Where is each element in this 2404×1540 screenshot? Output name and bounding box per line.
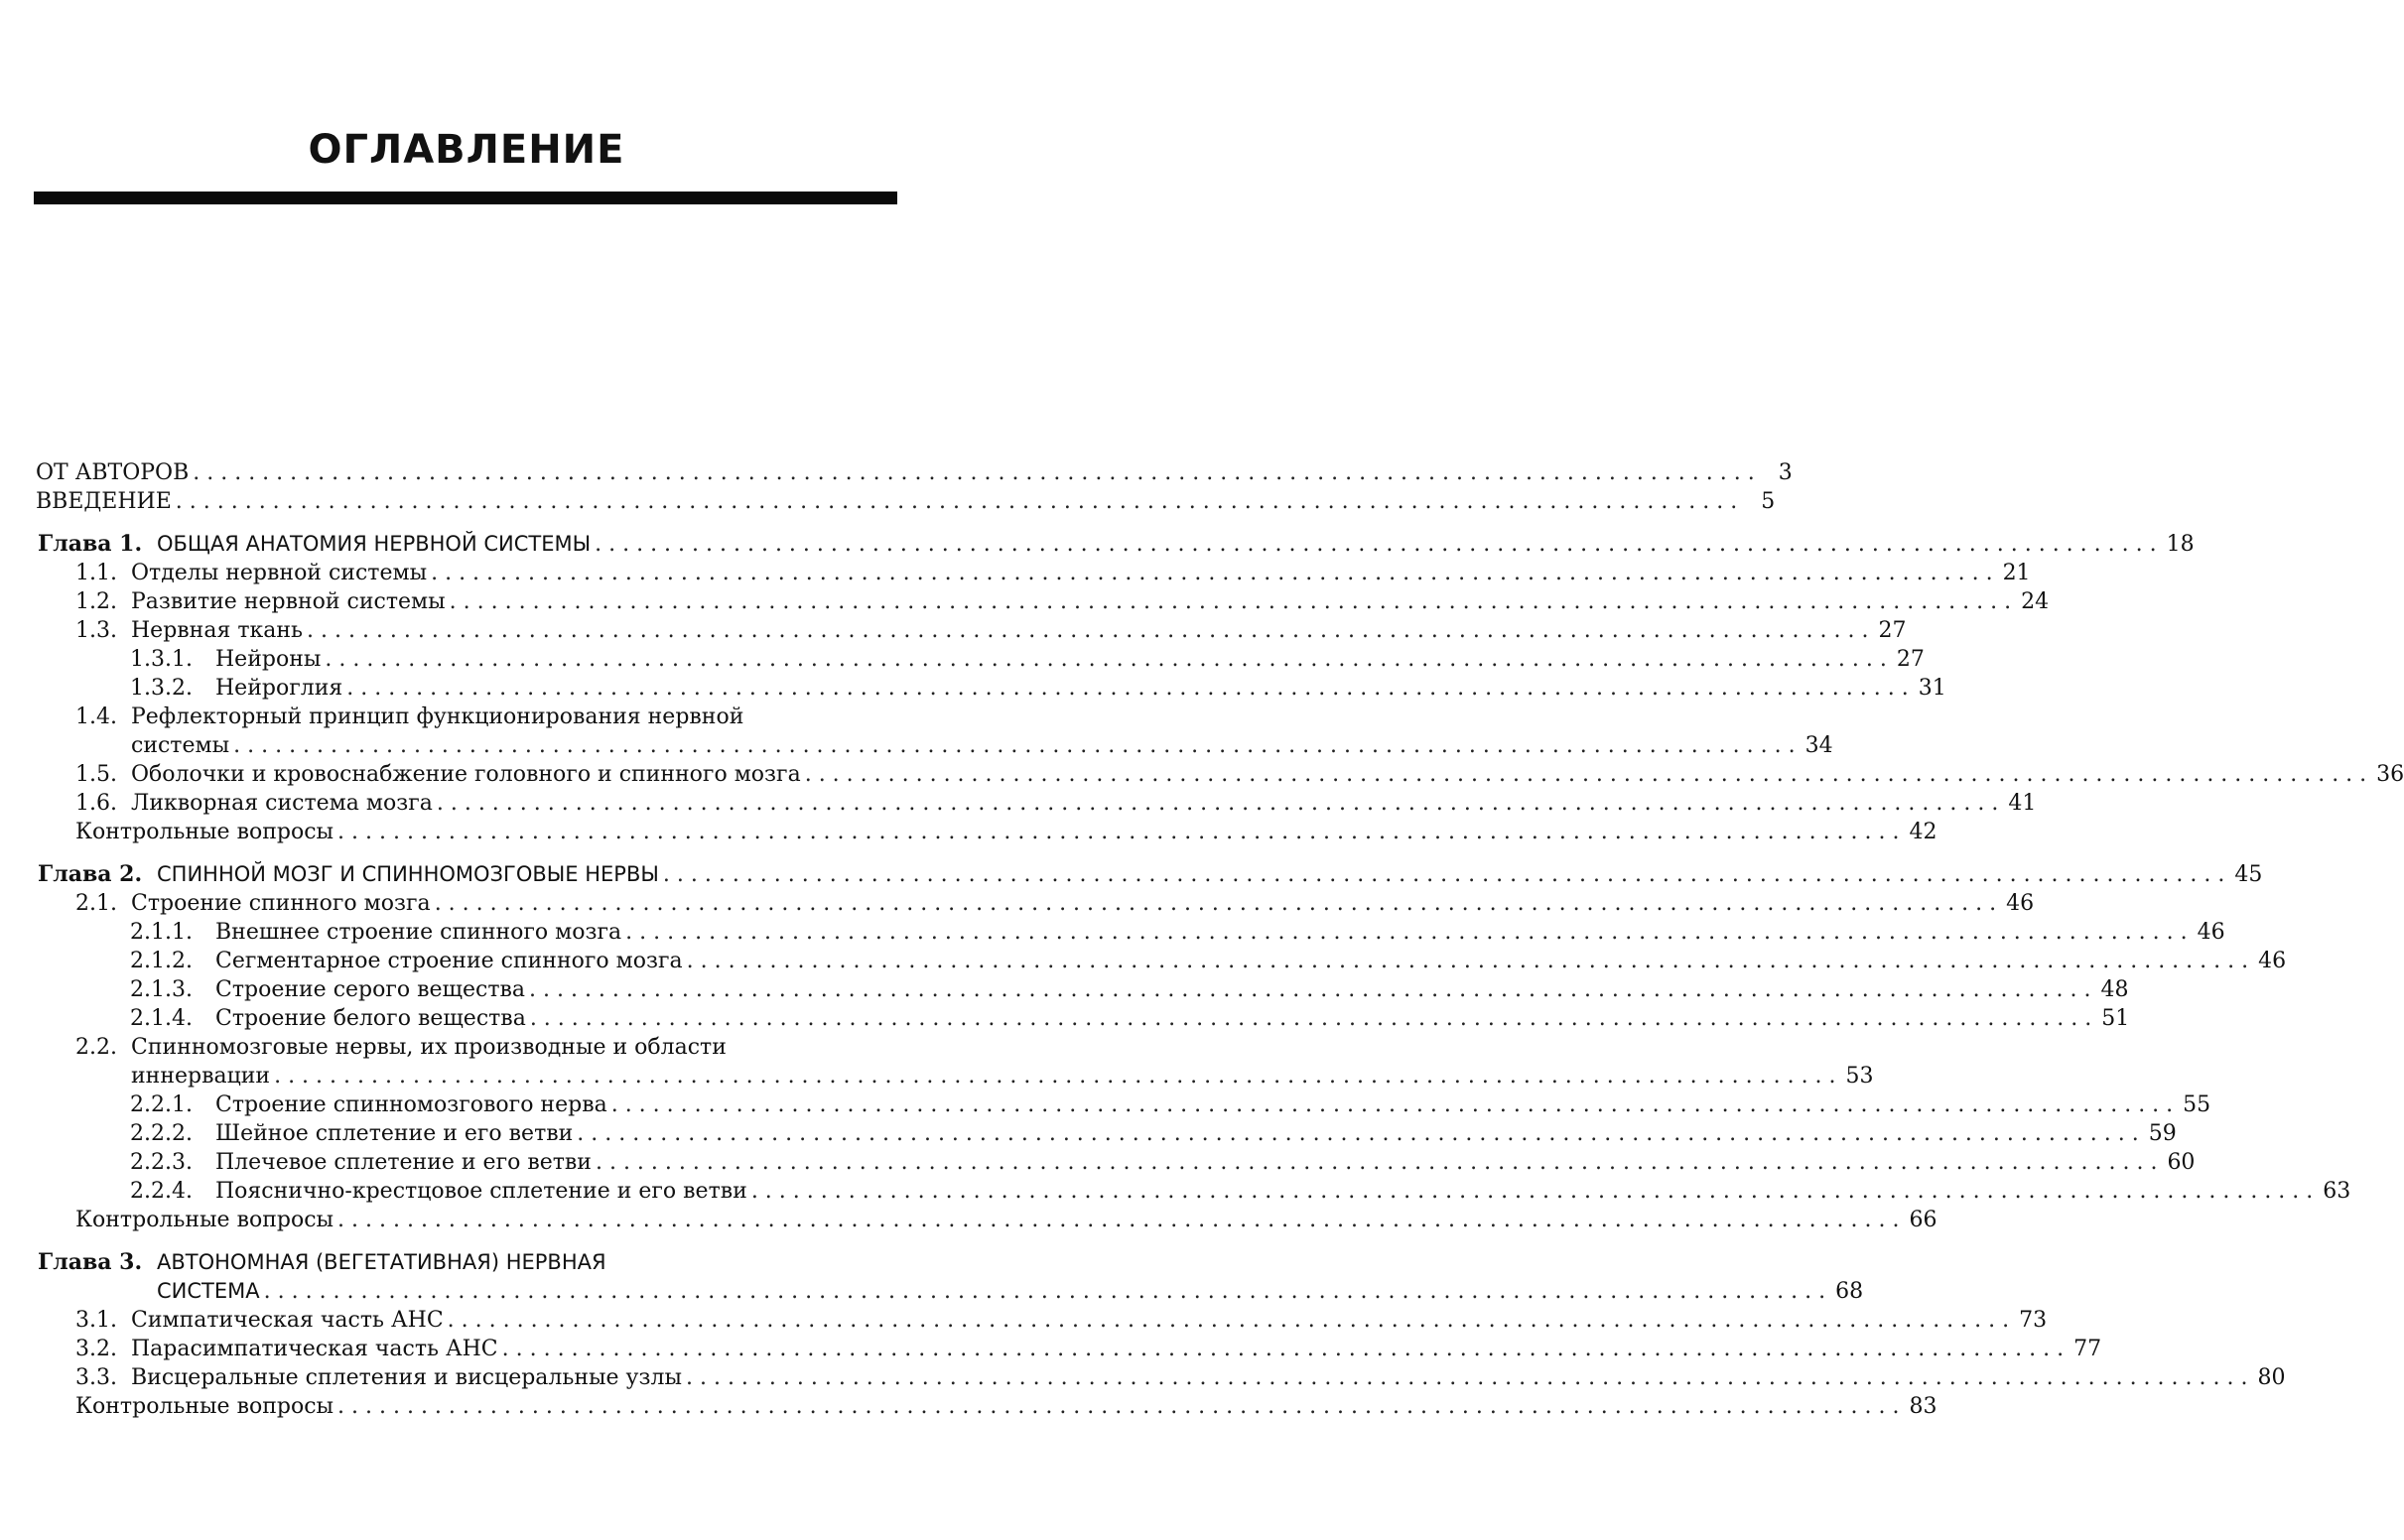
toc-entry[interactable] (36, 587, 2050, 616)
section-number: 2.2.4. (130, 1179, 193, 1204)
chapter-label: Глава 3. (38, 1249, 143, 1275)
dot-leader (751, 1177, 2313, 1206)
page-number: 31 (1918, 676, 1946, 701)
dot-leader (595, 530, 2156, 559)
dot-leader (346, 674, 1908, 703)
entry-title: Строение спинного мозга (131, 891, 431, 916)
dot-leader (337, 818, 1899, 846)
section-number: 1.5. (75, 762, 117, 787)
page-number: 18 (2166, 532, 2195, 557)
page-number: 80 (2257, 1365, 2286, 1390)
chapter-title: ОБЩАЯ АНАТОМИЯ НЕРВНОЙ СИСТЕМЫ (157, 532, 592, 556)
page-number: 42 (1909, 820, 1937, 844)
dot-leader (530, 1004, 2091, 1033)
toc-entry-control-questions[interactable] (36, 1206, 1937, 1234)
entry-title: Контрольные вопросы (75, 1394, 334, 1419)
page-number: 77 (2073, 1337, 2102, 1361)
toc-entry[interactable] (36, 1363, 2286, 1392)
title-rule (34, 192, 897, 204)
page-number: 63 (2323, 1179, 2351, 1204)
page-number: 60 (2167, 1150, 2196, 1175)
page-number: 83 (1909, 1394, 1937, 1419)
toc-entry-control-questions[interactable] (36, 1392, 1937, 1421)
entry-title: Контрольные вопросы (75, 820, 334, 844)
page-number: 46 (2006, 891, 2035, 916)
toc-entry[interactable] (36, 1335, 2102, 1363)
dot-leader (596, 1148, 2157, 1177)
toc-chapter-2[interactable] (36, 860, 2263, 889)
page-number: 3 (1778, 460, 1793, 485)
entry-title: Оболочки и кровоснабжение головного и спинного мозга (131, 762, 801, 787)
entry-title: Пояснично-крестцовое сплетение и его ветви (215, 1179, 747, 1204)
entry-title: Плечевое сплетение и его ветви (215, 1150, 592, 1175)
toc-entry-control-questions[interactable] (36, 818, 1937, 846)
dot-leader (625, 918, 2187, 947)
chapter-label: Глава 2. (38, 861, 143, 887)
entry-title: ОТ АВТОРОВ (36, 460, 190, 485)
toc-subentry[interactable] (36, 1119, 2177, 1148)
toc-entry[interactable] (36, 1033, 1874, 1091)
dot-leader (176, 487, 1737, 516)
section-number: 2.1.4. (130, 1006, 193, 1031)
page-number: 36 (2376, 762, 2404, 787)
section-number: 2.1. (75, 891, 117, 916)
page-number: 73 (2019, 1308, 2048, 1333)
dot-leader (450, 587, 2011, 616)
page-number: 24 (2021, 589, 2050, 614)
toc-entry-introduction[interactable] (36, 487, 1776, 516)
entry-title: системы (131, 733, 230, 758)
toc-subentry[interactable] (36, 1004, 2130, 1033)
entry-title: Контрольные вопросы (75, 1208, 334, 1232)
dot-leader (611, 1091, 2173, 1119)
dot-leader (337, 1206, 1899, 1234)
toc-subentry[interactable] (36, 645, 1925, 674)
toc-entry[interactable] (36, 789, 2037, 818)
toc-subentry[interactable] (36, 947, 2287, 975)
dot-leader (264, 1277, 1825, 1306)
toc-entry[interactable] (36, 559, 2031, 587)
section-number: 1.6. (75, 791, 117, 816)
dot-leader (337, 1392, 1899, 1421)
page-number: 46 (2197, 920, 2225, 945)
page-number: 45 (2234, 862, 2263, 887)
entry-title: Парасимпатическая часть АНС (131, 1337, 498, 1361)
section-number: 1.3.2. (130, 676, 193, 701)
entry-title: СИСТЕМА (157, 1279, 260, 1303)
page-title: ОГЛАВЛЕНИЕ (308, 127, 625, 173)
entry-title: Симпатическая часть АНС (131, 1308, 444, 1333)
section-number: 2.2. (75, 1035, 117, 1060)
dot-leader (437, 789, 1998, 818)
toc-entry[interactable] (36, 760, 2404, 789)
toc-subentry[interactable] (36, 1091, 2211, 1119)
page-number: 46 (2258, 949, 2287, 973)
entry-title: Спинномозговые нервы, их производные и области (131, 1035, 727, 1060)
toc-subentry[interactable] (36, 918, 2225, 947)
entry-title: Строение белого вещества (215, 1006, 526, 1031)
page-number: 41 (2008, 791, 2037, 816)
section-number: 3.3. (75, 1365, 117, 1390)
dot-leader (686, 1363, 2247, 1392)
dot-leader (577, 1119, 2138, 1148)
entry-title: Ликворная система мозга (131, 791, 433, 816)
entry-title: ВВЕДЕНИЕ (36, 489, 172, 514)
chapter-title: СПИННОЙ МОЗГ И СПИННОМОЗГОВЫЕ НЕРВЫ (157, 862, 659, 886)
entry-title: Шейное сплетение и его ветви (215, 1121, 574, 1146)
dot-leader (431, 559, 1992, 587)
page-number: 27 (1896, 647, 1925, 672)
dot-leader (325, 645, 1886, 674)
toc-entry[interactable] (36, 889, 2035, 918)
section-number: 1.1. (75, 561, 117, 585)
section-number: 2.2.3. (130, 1150, 193, 1175)
section-number: 2.1.3. (130, 977, 193, 1002)
dot-leader (274, 1062, 1835, 1091)
dot-leader (435, 889, 1996, 918)
chapter-label: Глава 1. (38, 531, 143, 557)
toc-subentry[interactable] (36, 975, 2129, 1004)
page-number: 5 (1761, 489, 1776, 514)
section-number: 2.1.2. (130, 949, 193, 973)
section-number: 1.3. (75, 618, 117, 643)
entry-title: Рефлекторный принцип функционирования нервной (131, 705, 744, 729)
toc-chapter-3[interactable] (36, 1248, 1864, 1306)
chapter-title: АВТОНОМНАЯ (ВЕГЕТАТИВНАЯ) НЕРВНАЯ (157, 1250, 606, 1274)
dot-leader (193, 458, 1754, 487)
entry-title: Нервная ткань (131, 618, 304, 643)
toc-entry[interactable] (36, 1306, 2048, 1335)
section-number: 1.3.1. (130, 647, 193, 672)
entry-title: иннервации (131, 1064, 271, 1089)
page-number: 21 (2002, 561, 2031, 585)
page-number: 55 (2183, 1092, 2211, 1117)
dot-leader (307, 616, 1868, 645)
dot-leader (687, 947, 2248, 975)
toc-entry[interactable] (36, 703, 1833, 760)
section-number: 3.1. (75, 1308, 117, 1333)
section-number: 2.2.1. (130, 1092, 193, 1117)
entry-title: Строение серого вещества (215, 977, 525, 1002)
dot-leader (233, 731, 1795, 760)
dot-leader (805, 760, 2366, 789)
section-number: 1.4. (75, 705, 117, 729)
dot-leader (448, 1306, 2009, 1335)
toc-subentry[interactable] (36, 1148, 2196, 1177)
dot-leader (502, 1335, 2064, 1363)
toc-subentry[interactable] (36, 1177, 2351, 1206)
section-number: 1.2. (75, 589, 117, 614)
section-number: 2.1.1. (130, 920, 193, 945)
page-number: 53 (1845, 1064, 1874, 1089)
toc-entry[interactable] (36, 616, 1907, 645)
entry-title: Висцеральные сплетения и висцеральные узлы (131, 1365, 682, 1390)
toc-entry-authors[interactable] (36, 458, 1793, 487)
page-number: 59 (2148, 1121, 2177, 1146)
entry-title: Развитие нервной системы (131, 589, 446, 614)
page-number: 51 (2101, 1006, 2130, 1031)
page-number: 34 (1804, 733, 1833, 758)
section-number: 2.2.2. (130, 1121, 193, 1146)
entry-title: Отделы нервной системы (131, 561, 428, 585)
dot-leader (529, 975, 2090, 1004)
section-number: 3.2. (75, 1337, 117, 1361)
toc-chapter-1[interactable] (36, 530, 2195, 559)
entry-title: Нейроглия (215, 676, 343, 701)
entry-title: Сегментарное строение спинного мозга (215, 949, 683, 973)
table-of-contents (36, 458, 2404, 1421)
toc-subentry[interactable] (36, 674, 1946, 703)
entry-title: Строение спинномозгового нерва (215, 1092, 607, 1117)
page-number: 66 (1909, 1208, 1937, 1232)
page-number: 68 (1835, 1279, 1864, 1304)
dot-leader (663, 860, 2224, 889)
page-number: 48 (2100, 977, 2129, 1002)
entry-title: Внешнее строение спинного мозга (215, 920, 622, 945)
page-number: 27 (1878, 618, 1907, 643)
entry-title: Нейроны (215, 647, 322, 672)
